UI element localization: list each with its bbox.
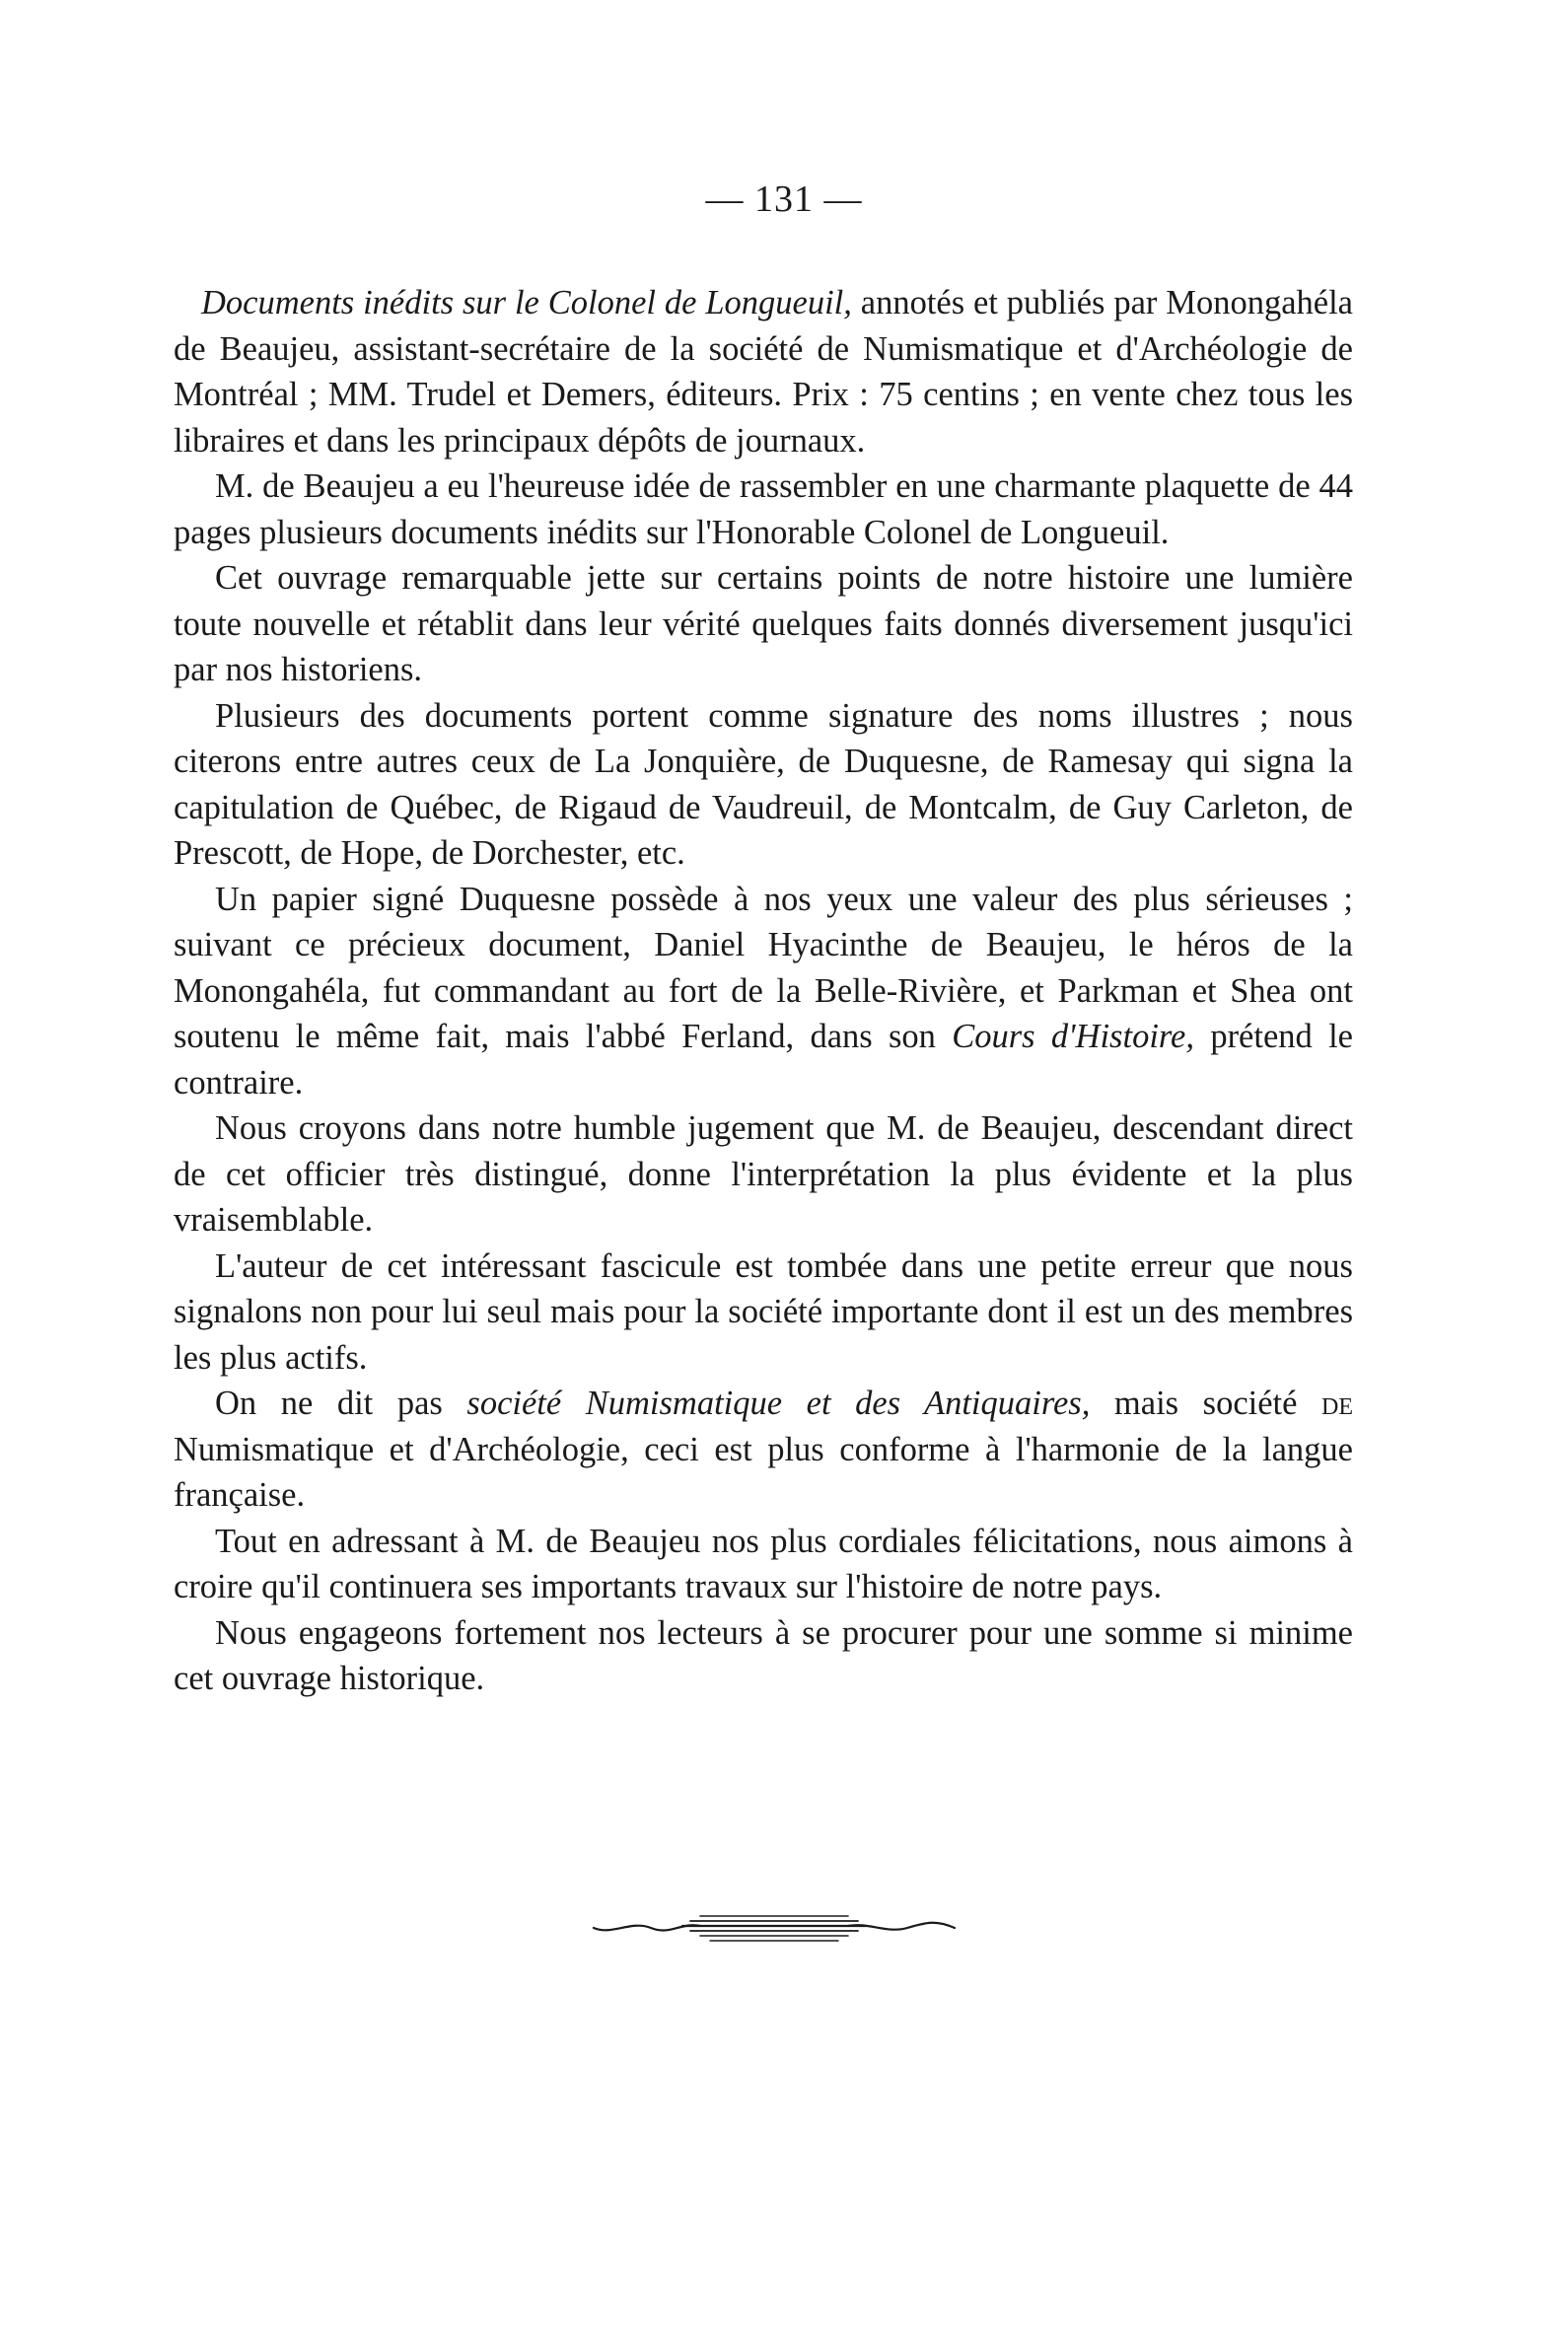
paragraph-8-text-before: On ne dit pas — [215, 1385, 467, 1422]
emphasized-de: de — [1321, 1385, 1353, 1422]
paragraph-5-text-after: prétend le contraire. — [174, 1018, 1353, 1102]
paragraph-10: Nous engageons fortement nos lecteurs à se procurer pour une somme si minime cet ouvrage historique. — [174, 1613, 1353, 1697]
paragraph-4: Plusieurs des documents portent comme signature des noms illustres ; nous citerons entre autres ceux de La Jonquière, de Duquesne, de Ramesay qui signa la capitulation de Québec, de Rigaud de Vaudreuil, de Montcalm, de Guy Carleton, de Prescott, de Hope, de Dorchester, etc. — [174, 696, 1353, 872]
cited-work-title: Cours d'Histoire, — [952, 1018, 1194, 1055]
paragraph-5 — [174, 877, 1353, 1106]
paragraph-5-text-before: Un papier signé Duquesne possède à nos yeux une valeur des plus sérieuses ; suivant ce précieux document, Daniel Hyacinthe de Beaujeu, le héros de la Monongahéla, fut commandant au fort de la Belle-Rivière, et Parkman et Shea ont soutenu le même fait, mais l'abbé Ferland, dans son — [174, 880, 1353, 1055]
article-body — [174, 280, 1353, 1702]
wavy-rule-ornament-icon — [592, 1908, 957, 1948]
paragraph-6: Nous croyons dans notre humble jugement que M. de Beaujeu, descendant direct de cet officier très distingué, donne l'interprétation la plus évidente et la plus vraisemblable. — [174, 1109, 1353, 1239]
paragraph-2: M. de Beaujeu a eu l'heureuse idée de rassembler en une charmante plaquette de 44 pages plusieurs documents inédits sur l'Honorable Colonel de Longueuil. — [174, 467, 1353, 551]
paragraph-7: L'auteur de cet intéressant fascicule est tombée dans une petite erreur que nous signalons non pour lui seul mais pour la société importante dont il est un des membres les plus actifs. — [174, 1246, 1353, 1377]
paragraph-9: Tout en adressant à M. de Beaujeu nos plus cordiales félicitations, nous aimons à croire qu'il continuera ses importants travaux sur l'histoire de notre pays. — [174, 1522, 1353, 1605]
paragraph-8-text-after: Numismatique et d'Archéologie, ceci est plus conforme à l'harmonie de la langue française. — [174, 1430, 1353, 1514]
paragraph-8-text-middle: mais société — [1090, 1385, 1321, 1422]
page-number: — 131 — — [705, 178, 863, 220]
paragraph-3: Cet ouvrage remarquable jette sur certains points de notre histoire une lumière toute nouvelle et rétablit dans leur vérité quelques faits donnés diversement jusqu'ici par nos historiens. — [174, 559, 1353, 688]
paragraph-1 — [174, 280, 1353, 463]
paragraph-1-text: annotés et publiés par Monongahéla de Beaujeu, assistant-secrétaire de la société de Numismatique et d'Archéologie de Montréal ; MM. Trudel et Demers, éditeurs. Prix : 75 centins ; en vente chez tous les libraires et dans les principaux dépôts de journaux. — [174, 284, 1353, 460]
book-title: Documents inédits sur le Colonel de Longueuil, — [201, 284, 852, 321]
society-name-italic: société Numismatique et des Antiquaires, — [466, 1385, 1091, 1422]
paragraph-8 — [174, 1381, 1353, 1519]
